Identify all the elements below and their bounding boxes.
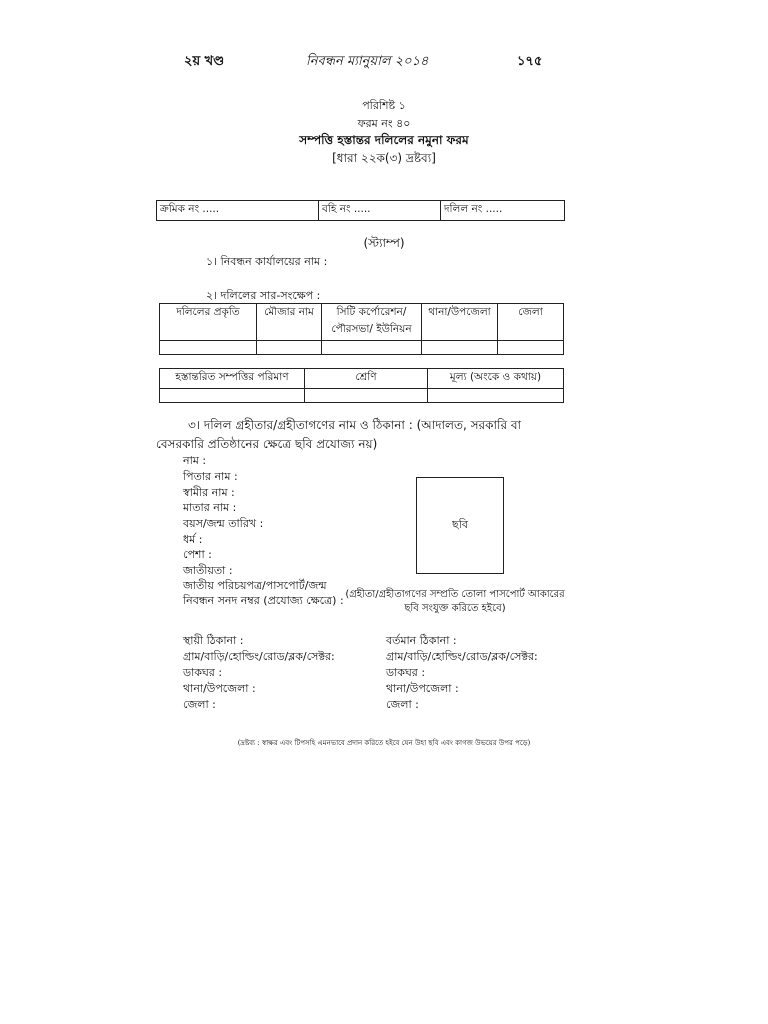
property-cell (305, 389, 428, 403)
property-header: মূল্য (অংকে ও কথায়) (428, 369, 564, 389)
appendix-label: পরিশিষ্ট ১ (362, 99, 406, 112)
form-number: ফরম নং ৪০ (357, 117, 411, 130)
serial-number-cell: ক্রমিক নং ..... (157, 201, 319, 221)
present-post-office-field: ডাকঘর : (386, 666, 426, 679)
field-profession: পেশা : (183, 548, 212, 561)
property-cell (428, 389, 564, 403)
property-header: হস্তান্তরিত সম্পত্তির পরিমাণ (160, 369, 305, 389)
permanent-district-field: জেলা : (183, 698, 216, 711)
photo-caption-line2: ছবি সংযুক্ত করিতে হইবে) (404, 603, 506, 614)
summary-header: দলিলের প্রকৃতি (160, 304, 257, 341)
field-id-number-line2: নিবন্ধন সনদ নম্বর (প্রযোজ্য ক্ষেত্রে) : (183, 594, 344, 607)
recipient-heading-line2: বেসরকারি প্রতিষ্ঠানের ক্ষেত্রে ছবি প্রযোজ্য নয়) (156, 437, 378, 451)
property-header: শ্রেণি (305, 369, 428, 389)
summary-header: সিটি কর্পোরেশন/ পৌরসভা/ ইউনিয়ন (322, 304, 422, 341)
field-religion: ধর্ম : (183, 533, 203, 546)
volume-number-cell: বহি নং ..... (319, 201, 441, 221)
present-village-field: গ্রাম/বাড়ি/হোল্ডিং/রোড/ব্লক/সেক্টর: (386, 650, 538, 663)
registration-office-name: ১। নিবন্ধন কার্যালয়ের নাম : (206, 255, 328, 268)
photo-caption-line1: (গ্রহীতা/গ্রহীতাগণের সম্প্রতি তোলা পাসপোর্ট আকারের (345, 589, 565, 600)
summary-cell (498, 341, 564, 355)
deed-number-cell: দলিল নং ..... (441, 201, 565, 221)
present-address-label: বর্তমান ঠিকানা : (386, 634, 457, 647)
permanent-post-office-field: ডাকঘর : (183, 666, 223, 679)
summary-cell (422, 341, 498, 355)
field-father-name: পিতার নাম : (183, 470, 238, 483)
serial-table (156, 200, 565, 221)
field-husband-name: স্বামীর নাম : (183, 486, 235, 499)
photo-box (416, 477, 504, 574)
form-title: সম্পত্তি হস্তান্তর দলিলের নমুনা ফরম (299, 133, 469, 147)
field-nationality: জাতীয়তা : (183, 564, 233, 577)
summary-cell (322, 341, 422, 355)
header-volume: ২য় খণ্ড (184, 54, 225, 69)
field-age-dob: বয়স/জন্ম তারিখ : (183, 517, 264, 530)
property-table (159, 368, 564, 403)
summary-cell (257, 341, 322, 355)
section-reference: [ধারা ২২ক(৩) দ্রষ্টব্য] (332, 151, 436, 165)
photo-label: ছবি (452, 518, 468, 531)
summary-header: থানা/উপজেলা (422, 304, 498, 341)
summary-header: মৌজার নাম (257, 304, 322, 341)
field-id-number-line1: জাতীয় পরিচয়পত্র/পাসপোর্ট/জন্ম (183, 579, 327, 592)
stamp-label: (স্ট্যাম্প) (363, 236, 405, 250)
footnote: (দ্রষ্টব্য : স্বাক্ষর এবং টিপসহি এমনভাবে প্রদান করিতে হইবে যেন উহা ছবি এবং কাগজ উভয়ের উপর পড়ে) (237, 739, 531, 747)
present-thana-field: থানা/উপজেলা : (386, 682, 459, 695)
header-page-number: ১৭৫ (517, 54, 543, 69)
permanent-thana-field: থানা/উপজেলা : (183, 682, 256, 695)
present-district-field: জেলা : (386, 698, 419, 711)
field-name: নাম : (183, 454, 207, 467)
permanent-address-label: স্থায়ী ঠিকানা : (183, 634, 244, 647)
summary-header: জেলা (498, 304, 564, 341)
deed-summary-table (159, 303, 564, 355)
property-cell (160, 389, 305, 403)
recipient-heading-line1: ৩। দলিল গ্রহীতার/গ্রহীতাগণের নাম ও ঠিকানা : (আদালত, সরকারি বা (188, 418, 522, 432)
summary-cell (160, 341, 257, 355)
permanent-village-field: গ্রাম/বাড়ি/হোল্ডিং/রোড/ব্লক/সেক্টর: (183, 650, 335, 663)
deed-summary-label: ২। দলিলের সার-সংক্ষেপ : (206, 289, 321, 302)
field-mother-name: মাতার নাম : (183, 501, 237, 514)
header-manual-title: নিবন্ধন ম্যানুয়াল ২০১৪ (306, 54, 429, 69)
